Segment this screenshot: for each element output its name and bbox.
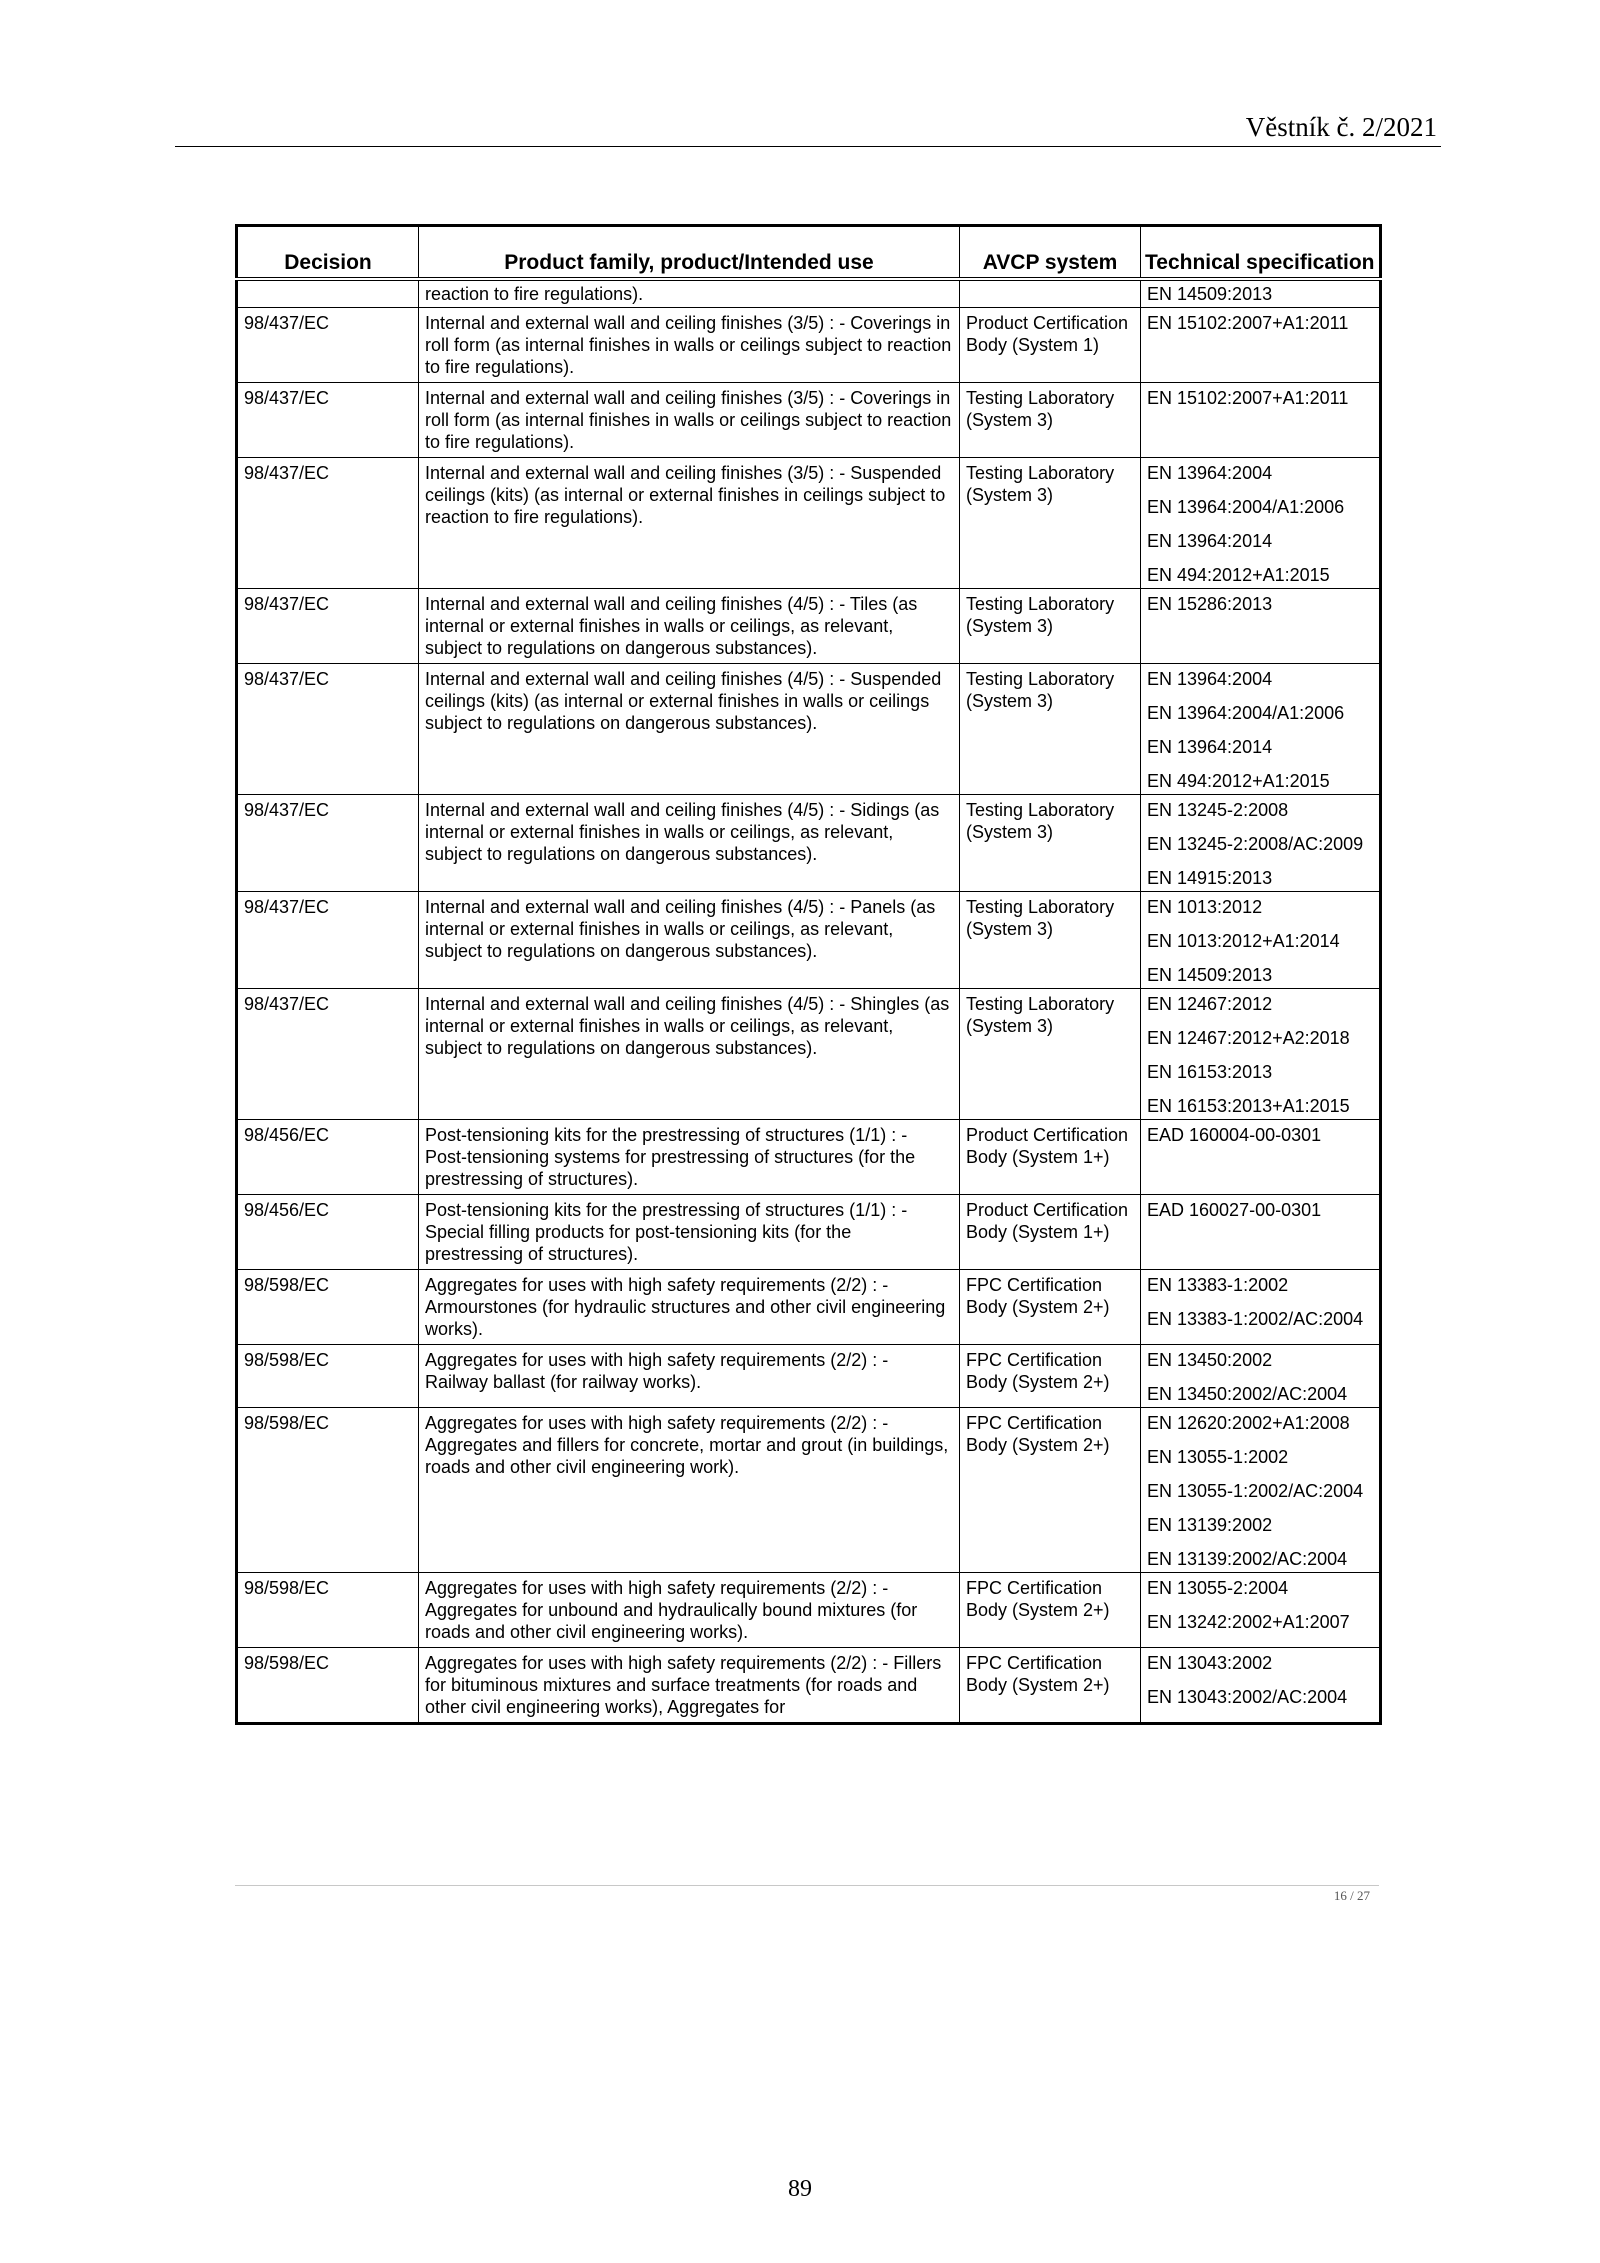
spec-cell <box>1141 1648 1381 1724</box>
avcp-cell: Testing Laboratory (System 3) <box>960 458 1141 589</box>
avcp-cell: FPC Certification Body (System 2+) <box>960 1270 1141 1345</box>
spec-item: EN 13043:2002/AC:2004 <box>1147 1687 1348 1707</box>
page-header <box>175 110 1441 147</box>
continuation-row <box>237 279 1381 308</box>
spec-cell <box>1141 1120 1381 1195</box>
product-cell: Aggregates for uses with high safety requirements (2/2) : - Armourstones (for hydraulic structures and other civil engineering works). <box>419 1270 960 1345</box>
page-number: 89 <box>788 2176 812 2202</box>
spec-item: EN 13245-2:2008/AC:2009 <box>1147 834 1364 854</box>
column-header-decision: Decision <box>237 226 419 280</box>
spec-item: EN 13043:2002 <box>1147 1653 1273 1673</box>
spec-cell <box>1141 1408 1381 1573</box>
spec-cell <box>1141 892 1381 989</box>
avcp-cell: Testing Laboratory (System 3) <box>960 989 1141 1120</box>
product-cell: Internal and external wall and ceiling finishes (4/5) : - Suspended ceilings (kits) (as internal or external finishes in walls or ceilings subject to regulations on dangerous substances). <box>419 664 960 795</box>
spec-item: EN 13450:2002 <box>1147 1350 1273 1370</box>
spec-item: EN 13964:2004 <box>1147 669 1273 689</box>
product-cell: Aggregates for uses with high safety requirements (2/2) : - Fillers for bituminous mixtures and surface treatments (for roads and other civil engineering works), Aggregates for <box>419 1648 960 1724</box>
product-cell: Aggregates for uses with high safety requirements (2/2) : - Aggregates for unbound and hydraulically bound mixtures (for roads and other civil engineering works). <box>419 1573 960 1648</box>
table-row <box>237 892 1381 989</box>
product-cell: Post-tensioning kits for the prestressing of structures (1/1) : - Post-tensioning systems for prestressing of structures (for the prestressing of structures). <box>419 1120 960 1195</box>
avcp-cell: Product Certification Body (System 1) <box>960 308 1141 383</box>
product-cell: Internal and external wall and ceiling finishes (3/5) : - Coverings in roll form (as internal finishes in walls or ceilings subject to reaction to fire regulations). <box>419 383 960 458</box>
table-header-row <box>237 226 1381 280</box>
avcp-cell: FPC Certification Body (System 2+) <box>960 1573 1141 1648</box>
product-cell: reaction to fire regulations). <box>419 279 960 308</box>
product-cell: Aggregates for uses with high safety requirements (2/2) : - Railway ballast (for railway works). <box>419 1345 960 1408</box>
table-row <box>237 383 1381 458</box>
spec-item: EN 1013:2012+A1:2014 <box>1147 931 1340 951</box>
table-row <box>237 664 1381 795</box>
spec-item: EN 12467:2012 <box>1147 994 1273 1014</box>
decision-cell: 98/598/EC <box>237 1573 419 1648</box>
decision-cell <box>237 279 419 308</box>
table-row <box>237 1195 1381 1270</box>
footer-divider <box>235 1885 1379 1886</box>
spec-cell <box>1141 1345 1381 1408</box>
product-cell: Internal and external wall and ceiling finishes (4/5) : - Shingles (as internal or external finishes in walls or ceilings, as relevant, subject to regulations on dangerous substances). <box>419 989 960 1120</box>
decision-cell: 98/598/EC <box>237 1270 419 1345</box>
table-row <box>237 1408 1381 1573</box>
spec-cell <box>1141 308 1381 383</box>
spec-item: EN 494:2012+A1:2015 <box>1147 565 1330 585</box>
table-row <box>237 989 1381 1120</box>
table-row <box>237 589 1381 664</box>
avcp-cell: Testing Laboratory (System 3) <box>960 795 1141 892</box>
spec-item: EN 15102:2007+A1:2011 <box>1147 313 1349 333</box>
spec-item: EAD 160027-00-0301 <box>1147 1200 1322 1220</box>
spec-item: EN 13964:2014 <box>1147 531 1273 551</box>
decision-cell: 98/437/EC <box>237 308 419 383</box>
spec-item: EN 14915:2013 <box>1147 868 1273 888</box>
decision-cell: 98/437/EC <box>237 795 419 892</box>
column-header-product: Product family, product/Intended use <box>419 226 960 280</box>
spec-item: EN 13964:2004/A1:2006 <box>1147 703 1345 723</box>
product-cell: Internal and external wall and ceiling finishes (3/5) : - Suspended ceilings (kits) (as internal or external finishes in ceilings subject to reaction to fire regulations). <box>419 458 960 589</box>
spec-item: EN 16153:2013+A1:2015 <box>1147 1096 1350 1116</box>
table-row <box>237 1345 1381 1408</box>
table-row <box>237 458 1381 589</box>
spec-item: EN 15102:2007+A1:2011 <box>1147 388 1349 408</box>
product-cell: Internal and external wall and ceiling finishes (4/5) : - Panels (as internal or external finishes in walls or ceilings, as relevant, subject to regulations on dangerous substances). <box>419 892 960 989</box>
spec-cell <box>1141 589 1381 664</box>
spec-cell <box>1141 458 1381 589</box>
spec-item: EN 12467:2012+A2:2018 <box>1147 1028 1350 1048</box>
decision-cell: 98/437/EC <box>237 383 419 458</box>
spec-cell <box>1141 664 1381 795</box>
product-cell: Post-tensioning kits for the prestressing of structures (1/1) : - Special filling products for post-tensioning kits (for the prestressing of structures). <box>419 1195 960 1270</box>
spec-item: EN 15286:2013 <box>1147 594 1273 614</box>
spec-cell: EN 14509:2013 <box>1141 279 1381 308</box>
table-row <box>237 1120 1381 1195</box>
decision-cell: 98/437/EC <box>237 892 419 989</box>
avcp-cell: Testing Laboratory (System 3) <box>960 383 1141 458</box>
spec-cell <box>1141 383 1381 458</box>
decision-cell: 98/437/EC <box>237 458 419 589</box>
spec-item: EN 13139:2002/AC:2004 <box>1147 1549 1348 1569</box>
spec-cell <box>1141 795 1381 892</box>
spec-item: EAD 160004-00-0301 <box>1147 1125 1322 1145</box>
spec-cell <box>1141 1195 1381 1270</box>
avcp-cell: FPC Certification Body (System 2+) <box>960 1408 1141 1573</box>
decision-cell: 98/437/EC <box>237 589 419 664</box>
decision-cell: 98/437/EC <box>237 664 419 795</box>
table-row <box>237 308 1381 383</box>
table-row <box>237 1573 1381 1648</box>
product-cell: Internal and external wall and ceiling finishes (3/5) : - Coverings in roll form (as internal finishes in walls or ceilings subject to reaction to fire regulations). <box>419 308 960 383</box>
product-cell: Internal and external wall and ceiling finishes (4/5) : - Tiles (as internal or external finishes in walls or ceilings, as relevant, subject to regulations on dangerous substances). <box>419 589 960 664</box>
avcp-cell: FPC Certification Body (System 2+) <box>960 1345 1141 1408</box>
spec-item: EN 13383-1:2002/AC:2004 <box>1147 1309 1364 1329</box>
table-row <box>237 1270 1381 1345</box>
table-row <box>237 1648 1381 1724</box>
column-header-technical-spec: Technical specification <box>1141 226 1381 280</box>
column-header-avcp: AVCP system <box>960 226 1141 280</box>
avcp-cell: Testing Laboratory (System 3) <box>960 589 1141 664</box>
journal-title: Věstník č. 2/2021 <box>1245 112 1437 142</box>
spec-item: EN 14509:2013 <box>1147 965 1273 985</box>
spec-item: EN 13055-1:2002/AC:2004 <box>1147 1481 1364 1501</box>
spec-item: EN 13964:2004 <box>1147 463 1273 483</box>
spec-item: EN 13964:2014 <box>1147 737 1273 757</box>
product-cell: Aggregates for uses with high safety requirements (2/2) : - Aggregates and fillers for concrete, mortar and grout (in buildings, roads and other civil engineering work). <box>419 1408 960 1573</box>
spec-item: EN 494:2012+A1:2015 <box>1147 771 1330 791</box>
product-cell: Internal and external wall and ceiling finishes (4/5) : - Sidings (as internal or external finishes in walls or ceilings, as relevant, subject to regulations on dangerous substances). <box>419 795 960 892</box>
avcp-cell <box>960 279 1141 308</box>
specification-table <box>235 224 1382 1725</box>
spec-cell <box>1141 1573 1381 1648</box>
decision-cell: 98/456/EC <box>237 1120 419 1195</box>
spec-cell <box>1141 1270 1381 1345</box>
avcp-cell: Testing Laboratory (System 3) <box>960 664 1141 795</box>
spec-item: EN 12620:2002+A1:2008 <box>1147 1413 1350 1433</box>
decision-cell: 98/437/EC <box>237 989 419 1120</box>
spec-item: EN 13383-1:2002 <box>1147 1275 1289 1295</box>
spec-item: EN 16153:2013 <box>1147 1062 1273 1082</box>
decision-cell: 98/598/EC <box>237 1408 419 1573</box>
spec-item: EN 13245-2:2008 <box>1147 800 1289 820</box>
avcp-cell: Product Certification Body (System 1+) <box>960 1195 1141 1270</box>
decision-cell: 98/598/EC <box>237 1648 419 1724</box>
spec-item: EN 13964:2004/A1:2006 <box>1147 497 1345 517</box>
spec-item: EN 13139:2002 <box>1147 1515 1273 1535</box>
spec-item: EN 13055-1:2002 <box>1147 1447 1289 1467</box>
spec-item: EN 13242:2002+A1:2007 <box>1147 1612 1350 1632</box>
table-row <box>237 795 1381 892</box>
avcp-cell: FPC Certification Body (System 2+) <box>960 1648 1141 1724</box>
spec-item: EN 13055-2:2004 <box>1147 1578 1289 1598</box>
spec-item: EN 1013:2012 <box>1147 897 1263 917</box>
spec-cell <box>1141 989 1381 1120</box>
spec-item: EN 13450:2002/AC:2004 <box>1147 1384 1348 1404</box>
decision-cell: 98/598/EC <box>237 1345 419 1408</box>
avcp-cell: Testing Laboratory (System 3) <box>960 892 1141 989</box>
avcp-cell: Product Certification Body (System 1+) <box>960 1120 1141 1195</box>
decision-cell: 98/456/EC <box>237 1195 419 1270</box>
page-counter: 16 / 27 <box>1333 1888 1370 1903</box>
